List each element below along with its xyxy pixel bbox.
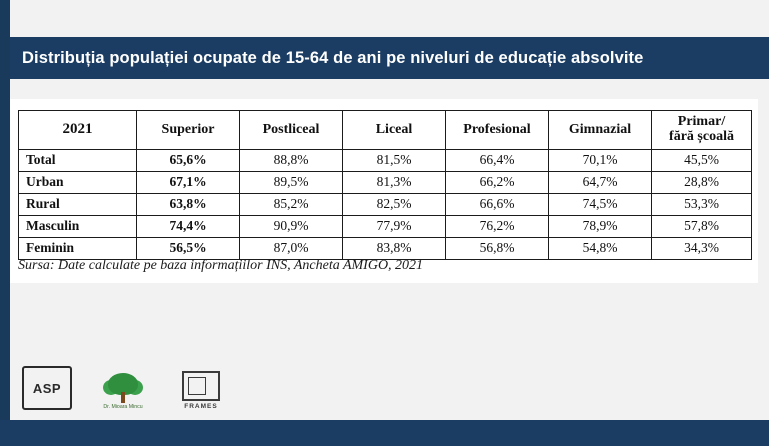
table-row [19, 238, 752, 260]
frames-logo-caption: FRAMES [184, 403, 218, 410]
row-label-urban: Urban [19, 172, 137, 194]
column-header-profesional: Profesional [446, 111, 549, 150]
row-label-total: Total [19, 150, 137, 172]
frames-mark-icon [182, 371, 220, 401]
cell-rural-primar: 53,3% [652, 194, 752, 216]
cell-urban-superior: 67,1% [137, 172, 240, 194]
mioara-mincu-logo-caption: Dr. Mioara Mincu [103, 404, 143, 410]
table-row [19, 150, 752, 172]
frames-logo [174, 366, 228, 410]
cell-masculin-liceal: 77,9% [343, 216, 446, 238]
cell-feminin-superior: 56,5% [137, 238, 240, 260]
cell-feminin-profesional: 56,8% [446, 238, 549, 260]
cell-urban-profesional: 66,2% [446, 172, 549, 194]
mioara-mincu-logo [94, 366, 152, 410]
cell-rural-profesional: 66,6% [446, 194, 549, 216]
cell-urban-primar: 28,8% [652, 172, 752, 194]
cell-feminin-gimnazial: 54,8% [549, 238, 652, 260]
column-header-primar-fara-scoala [652, 111, 752, 150]
left-accent-bar [0, 0, 10, 446]
primar-line-2: fără școală [669, 129, 734, 144]
cell-rural-superior: 63,8% [137, 194, 240, 216]
row-label-masculin: Masculin [19, 216, 137, 238]
cell-feminin-postliceal: 87,0% [240, 238, 343, 260]
cell-feminin-liceal: 83,8% [343, 238, 446, 260]
source-note: Sursa: Date calculate pe baza informațiilor INS, Ancheta AMIGO, 2021 [18, 258, 424, 273]
cell-rural-gimnazial: 74,5% [549, 194, 652, 216]
row-label-feminin: Feminin [19, 238, 137, 260]
primar-line-1: Primar/ [677, 114, 726, 130]
asp-logo: ASP [22, 366, 72, 410]
logo-row [22, 366, 228, 410]
cell-masculin-postliceal: 90,9% [240, 216, 343, 238]
cell-masculin-superior: 74,4% [137, 216, 240, 238]
cell-urban-gimnazial: 64,7% [549, 172, 652, 194]
column-header-liceal: Liceal [343, 111, 446, 150]
cell-urban-postliceal: 89,5% [240, 172, 343, 194]
column-header-gimnazial: Gimnazial [549, 111, 652, 150]
cell-masculin-primar: 57,8% [652, 216, 752, 238]
column-header-postliceal: Postliceal [240, 111, 343, 150]
cell-masculin-gimnazial: 78,9% [549, 216, 652, 238]
cell-masculin-profesional: 76,2% [446, 216, 549, 238]
cell-feminin-primar: 34,3% [652, 238, 752, 260]
table-row [19, 172, 752, 194]
row-label-rural: Rural [19, 194, 137, 216]
cell-rural-liceal: 82,5% [343, 194, 446, 216]
cell-urban-liceal: 81,3% [343, 172, 446, 194]
table-row [19, 216, 752, 238]
cell-total-profesional: 66,4% [446, 150, 549, 172]
cell-total-liceal: 81,5% [343, 150, 446, 172]
table-row [19, 194, 752, 216]
table-header-row [19, 111, 752, 150]
cell-total-postliceal: 88,8% [240, 150, 343, 172]
page-title: Distribuția populației ocupate de 15-64 de ani pe niveluri de educație absolvite [22, 48, 644, 67]
cell-rural-postliceal: 85,2% [240, 194, 343, 216]
cell-total-primar: 45,5% [652, 150, 752, 172]
education-distribution-table [18, 110, 752, 260]
column-header-superior: Superior [137, 111, 240, 150]
slide-title-banner [10, 37, 769, 79]
table-corner-header: 2021 [19, 111, 137, 150]
footer-bar [0, 420, 769, 446]
cell-total-gimnazial: 70,1% [549, 150, 652, 172]
cell-total-superior: 65,6% [137, 150, 240, 172]
tree-icon [103, 373, 143, 403]
